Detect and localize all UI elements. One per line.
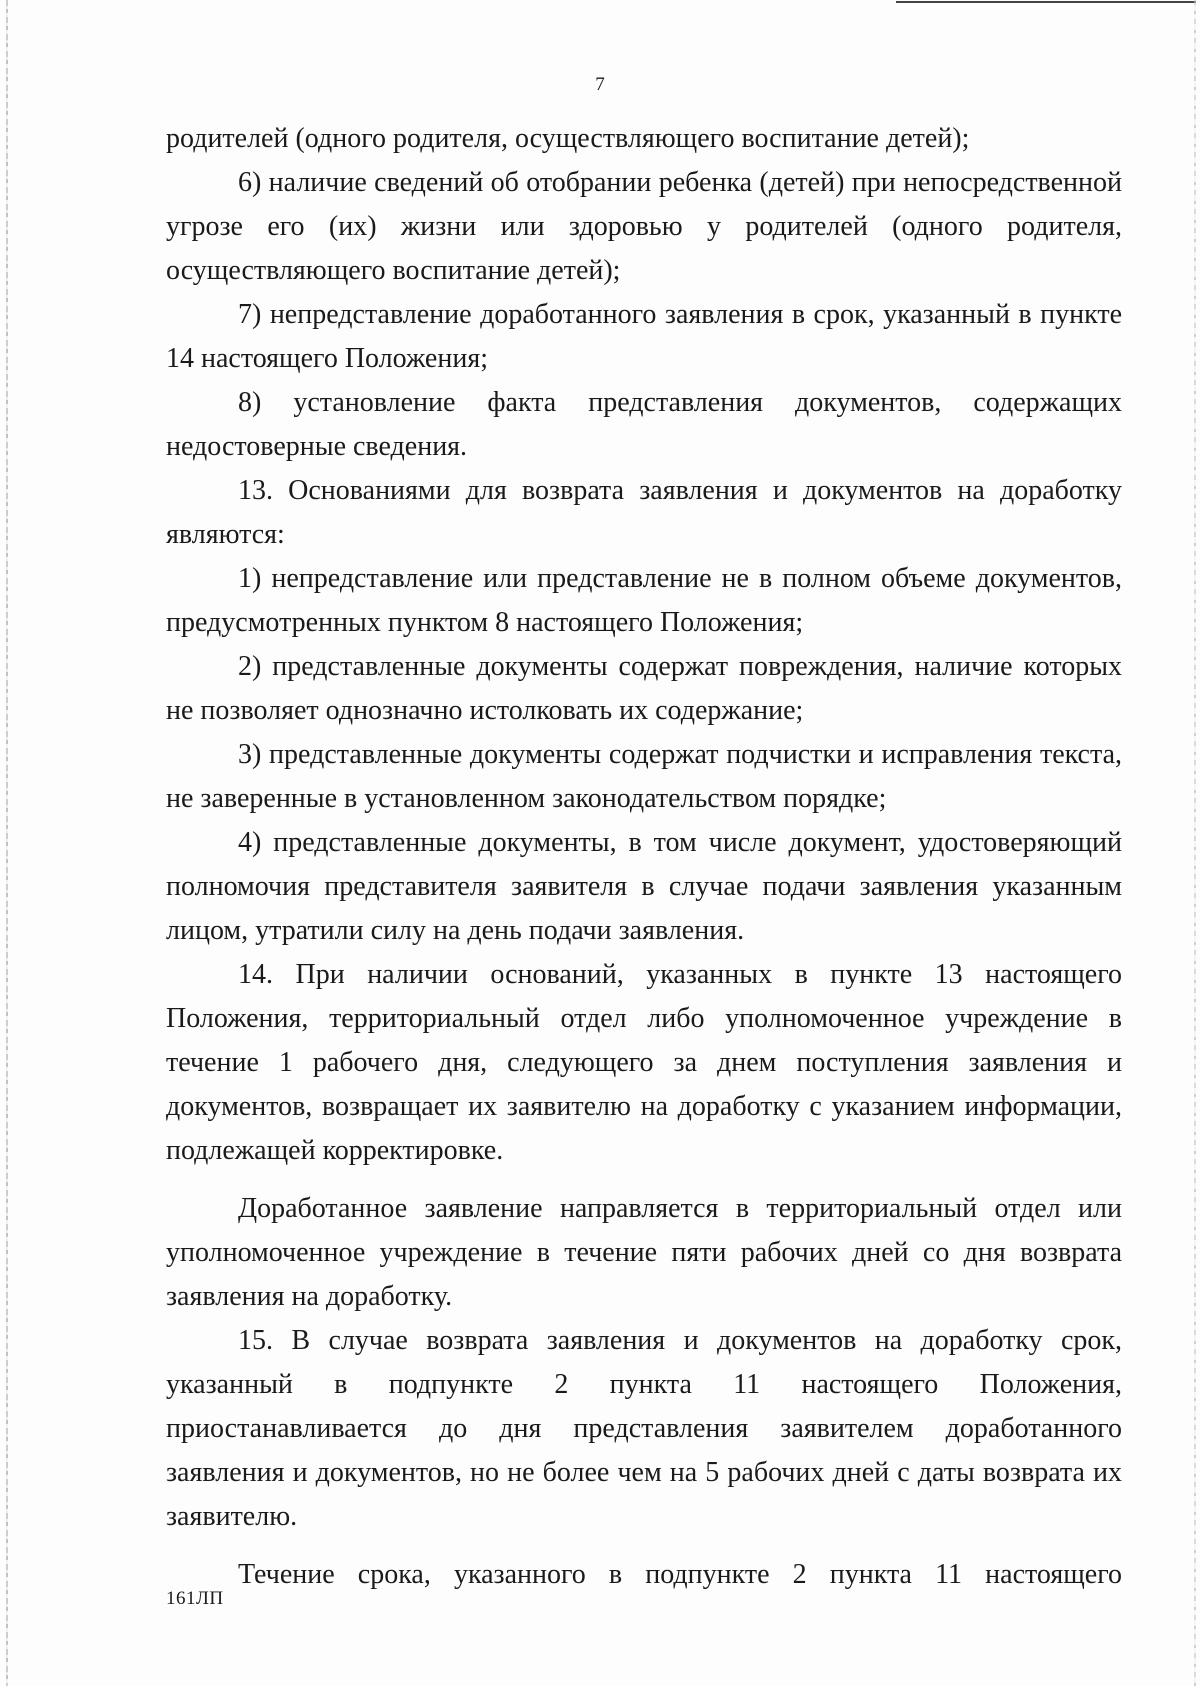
paragraph: 7) непредставление доработанного заявления в срок, указанный в пункте 14 настоящего Положения;	[166, 299, 1122, 374]
document-body	[166, 117, 1122, 1597]
paragraph: родителей (одного родителя, осуществляющего воспитание детей);	[166, 123, 970, 154]
paragraph: 14. При наличии оснований, указанных в пункте 13 настоящего Положения, территориальный отдел либо уполномоченное учреждение в течение 1 рабочего дня, следующего за днем поступления заявления и документов, возвращает их заявителю на доработку с указанием информации, подлежащей корректировке.	[166, 959, 1122, 1166]
paragraph: 8) установление факта представления документов, содержащих недостоверные сведения.	[166, 387, 1122, 462]
paragraph: 6) наличие сведений об отобрании ребенка (детей) при непосредственной угрозе его (их) жизни или здоровью у родителей (одного родителя, осуществляющего воспитание детей);	[166, 167, 1122, 286]
paragraph: 13. Основаниями для возврата заявления и документов на доработку являются:	[166, 475, 1122, 550]
paragraph: Течение срока, указанного в подпункте 2 пункта 11 настоящего	[238, 1559, 1122, 1590]
scan-edge-right	[1194, 0, 1196, 1686]
document-code: 161ЛП	[166, 1588, 224, 1609]
scan-border-line	[896, 1, 1196, 3]
paragraph: 15. В случае возврата заявления и документов на доработку срок, указанный в подпункте 2 пункта 11 настоящего Положения, приостанавливается до дня представления заявителем доработанного заявления и документов, но не более чем на 5 рабочих дней с даты возврата их заявителю.	[166, 1325, 1122, 1532]
scan-edge-left	[6, 0, 8, 1686]
paragraph: 2) представленные документы содержат повреждения, наличие которых не позволяет однозначно истолковать их содержание;	[166, 651, 1122, 726]
paragraph: 3) представленные документы содержат подчистки и исправления текста, не заверенные в установленном законодательством порядке;	[166, 739, 1122, 814]
paragraph: 1) непредставление или представление не в полном объеме документов, предусмотренных пунктом 8 настоящего Положения;	[166, 563, 1122, 638]
paragraph: Доработанное заявление направляется в территориальный отдел или уполномоченное учреждение в течение пяти рабочих дней со дня возврата заявления на доработку.	[166, 1193, 1122, 1312]
paragraph: 4) представленные документы, в том числе документ, удостоверяющий полномочия представителя заявителя в случае подачи заявления указанным лицом, утратили силу на день подачи заявления.	[166, 827, 1122, 946]
page-number: 7	[595, 74, 605, 95]
